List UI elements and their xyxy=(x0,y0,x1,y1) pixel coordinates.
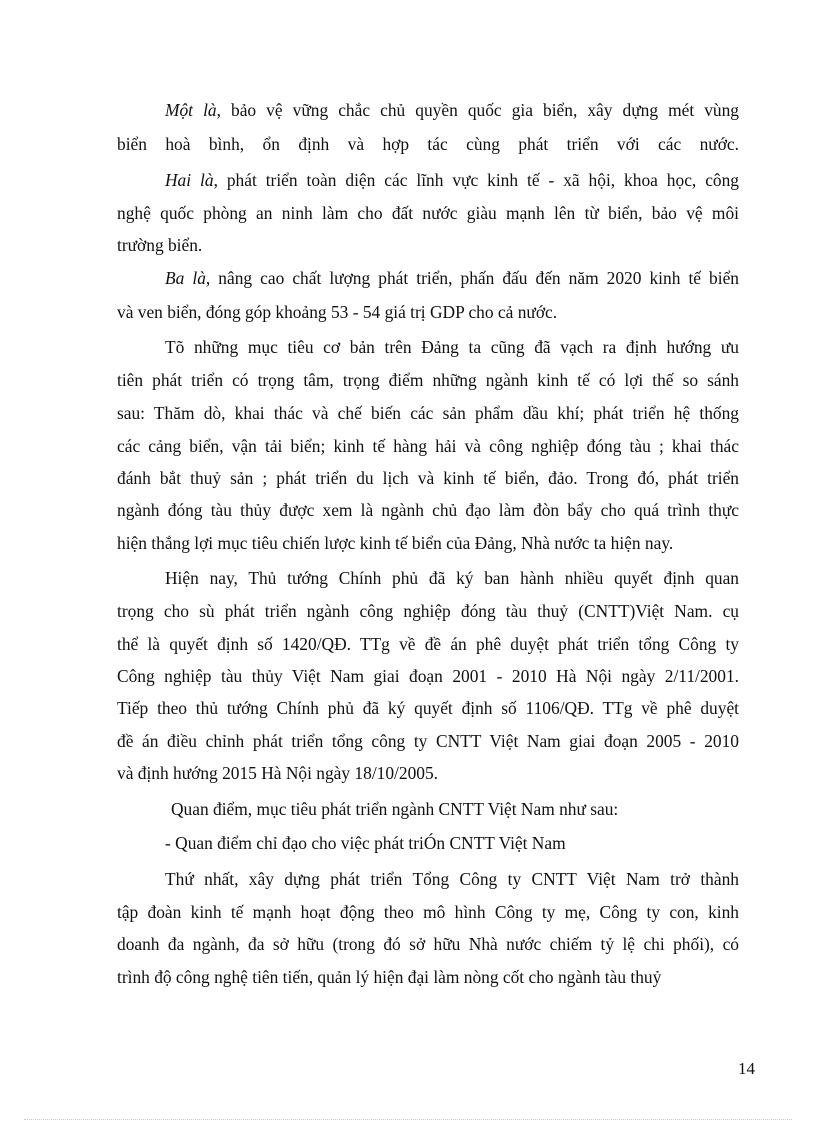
paragraph-8-line-2: tập đoàn kinh tế mạnh hoạt động theo mô hình Công ty mẹ, Công ty con, kinh xyxy=(117,902,739,922)
footer-divider xyxy=(24,1119,792,1120)
paragraph-8-line-4: trình độ công nghệ tiên tiến, quản lý hiện đại làm nòng cốt cho ngành tàu thuỷ xyxy=(117,967,662,987)
paragraph-5-line-4: Công nghiệp tàu thủy Việt Nam giai đoạn 2001 - 2010 Hà Nội ngày 2/11/2001. xyxy=(117,666,739,686)
paragraph-4-line-7: hiện thắng lợi mục tiêu chiến lược kinh tế biển của Đảng, Nhà nước ta hiện nay. xyxy=(117,533,674,553)
paragraph-1-lead: Một là xyxy=(165,100,217,120)
paragraph-7-line-1: - Quan điểm chỉ đạo cho việc phát triÓn CNTT Việt Nam xyxy=(165,833,566,853)
paragraph-4-line-2: tiên phát triển có trọng tâm, trọng điểm những ngành kinh tế có lợi thế so sánh xyxy=(117,370,739,390)
paragraph-1-line-2: biển hoà bình, ổn định và hợp tác cùng phát triển với các nước. xyxy=(117,134,739,154)
paragraph-5-line-1: Hiện nay, Thủ tướng Chính phủ đã ký ban hành nhiều quyết định quan xyxy=(165,568,739,588)
paragraph-5-line-2: trọng cho sù phát triển ngành công nghiệp đóng tàu thuỷ (CNTT)Việt Nam. cụ xyxy=(117,601,739,621)
paragraph-1-line-1: Một là, bảo vệ vững chắc chủ quyền quốc gia biển, xây dựng mét vùng xyxy=(165,100,740,120)
paragraph-2-lead: Hai là xyxy=(165,170,214,190)
paragraph-2-line-1: Hai là, phát triển toàn diện các lĩnh vực kinh tế - xã hội, khoa học, công xyxy=(165,170,739,190)
paragraph-4-line-6: ngành đóng tàu thủy được xem là ngành chủ đạo làm đòn bẩy cho quá trình thực xyxy=(117,500,739,520)
paragraph-3-lead: Ba là xyxy=(165,268,206,288)
paragraph-4-line-5: đánh bắt thuỷ sản ; phát triển du lịch và kinh tế biển, đảo. Trong đó, phát triển xyxy=(117,468,739,488)
paragraph-2-line-3: trường biển. xyxy=(117,235,203,255)
paragraph-5-line-5: Tiếp theo thủ tướng Chính phủ đã ký quyết định số 1106/QĐ. TTg về phê duyệt xyxy=(117,698,739,718)
paragraph-4-line-4: các cảng biển, vận tải biển; kinh tế hàng hải và công nghiệp đóng tàu ; khai thác xyxy=(117,436,739,456)
paragraph-6-line-1: Quan điểm, mục tiêu phát triển ngành CNTT Việt Nam như sau: xyxy=(171,799,619,819)
paragraph-4-line-3: sau: Thăm dò, khai thác và chế biến các sản phẩm dầu khí; phát triển hệ thống xyxy=(117,403,739,423)
paragraph-8-line-1: Thứ nhất, xây dựng phát triển Tổng Công ty CNTT Việt Nam trở thành xyxy=(165,869,739,889)
page-number: 14 xyxy=(738,1059,755,1078)
paragraph-4-line-1: Tõ những mục tiêu cơ bản trên Đảng ta cũng đã vạch ra định hướng ưu xyxy=(165,337,739,357)
paragraph-2-line-2: nghệ quốc phòng an ninh làm cho đất nước giàu mạnh lên từ biển, bảo vệ môi xyxy=(117,203,739,223)
paragraph-5-line-7: và định hướng 2015 Hà Nội ngày 18/10/2005. xyxy=(117,763,438,783)
paragraph-5-line-6: đề án điều chỉnh phát triển tổng công ty CNTT Việt Nam giai đoạn 2005 - 2010 xyxy=(117,731,739,751)
paragraph-3-line-2: và ven biển, đóng góp khoảng 53 - 54 giá trị GDP cho cả nước. xyxy=(117,302,558,322)
paragraph-8-line-3: doanh đa ngành, đa sở hữu (trong đó sở hữu Nhà nước chiếm tỷ lệ chi phối), có xyxy=(117,934,739,954)
paragraph-3-line-1: Ba là, nâng cao chất lượng phát triển, phấn đấu đến năm 2020 kinh tế biển xyxy=(165,268,739,288)
paragraph-5-line-3: thể là quyết định số 1420/QĐ. TTg về đề án phê duyệt phát triển tổng Công ty xyxy=(117,634,739,654)
